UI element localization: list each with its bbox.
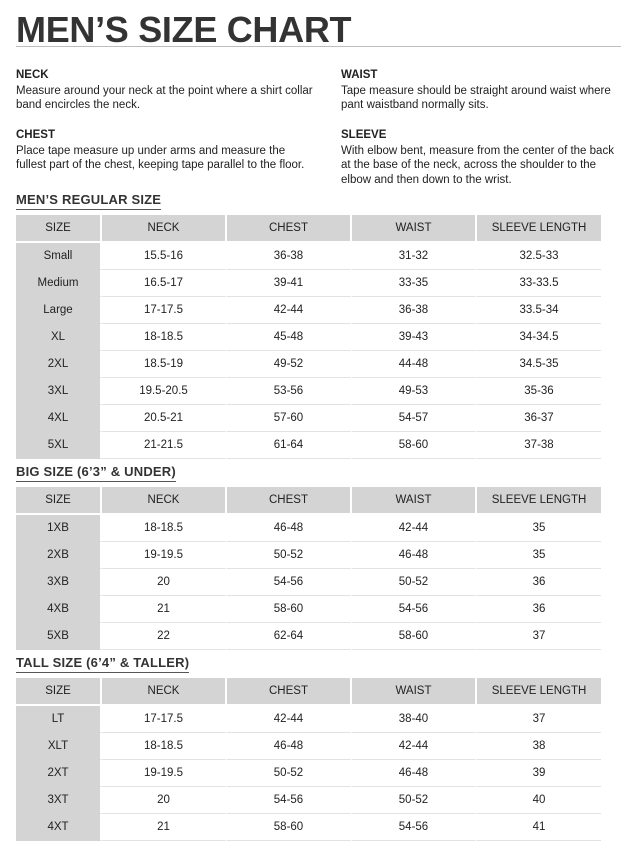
column-header-sleeve-length: SLEEVE LENGTH: [477, 215, 601, 243]
sleeve-length-cell: 36: [477, 569, 601, 596]
chest-text: Place tape measure up under arms and measure the fullest part of the chest, keeping tape parallel to the floor.: [16, 144, 305, 171]
column-header-chest: CHEST: [227, 215, 352, 243]
neck-heading: NECK: [16, 69, 49, 81]
column-header-neck: NECK: [102, 678, 227, 706]
neck-cell: 19-19.5: [102, 542, 227, 569]
table-row: [16, 569, 601, 596]
size-cell: 2XT: [16, 760, 102, 787]
table-row: [16, 270, 601, 297]
table-row: [16, 760, 601, 787]
chest-cell: 54-56: [227, 569, 352, 596]
neck-cell: 21-21.5: [102, 432, 227, 459]
waist-cell: 54-57: [352, 405, 477, 432]
table-row: [16, 706, 601, 733]
neck-cell: 17-17.5: [102, 706, 227, 733]
size-cell: 4XT: [16, 814, 102, 841]
chest-cell: 50-52: [227, 760, 352, 787]
table-header-row: [16, 678, 601, 706]
neck-cell: 22: [102, 623, 227, 650]
waist-cell: 39-43: [352, 324, 477, 351]
size-cell: 5XB: [16, 623, 102, 650]
chest-cell: 39-41: [227, 270, 352, 297]
sleeve-length-cell: 40: [477, 787, 601, 814]
neck-cell: 20.5-21: [102, 405, 227, 432]
size-cell: 1XB: [16, 515, 102, 542]
sleeve-length-cell: 35-36: [477, 378, 601, 405]
column-header-neck: NECK: [102, 487, 227, 515]
neck-cell: 18-18.5: [102, 515, 227, 542]
sleeve-length-cell: 36-37: [477, 405, 601, 432]
size-cell: XLT: [16, 733, 102, 760]
waist-cell: 46-48: [352, 542, 477, 569]
big-size-table: [16, 487, 601, 650]
waist-cell: 38-40: [352, 706, 477, 733]
column-header-size: SIZE: [16, 487, 102, 515]
size-cell: XL: [16, 324, 102, 351]
sleeve-length-cell: 37: [477, 706, 601, 733]
column-header-waist: WAIST: [352, 215, 477, 243]
table-row: [16, 324, 601, 351]
neck-text: Measure around your neck at the point where a shirt collar band encircles the neck.: [16, 84, 313, 111]
regular-size-title: MEN’S REGULAR SIZE: [16, 192, 161, 210]
table-row: [16, 623, 601, 650]
sleeve-length-cell: 39: [477, 760, 601, 787]
chest-cell: 54-56: [227, 787, 352, 814]
column-header-waist: WAIST: [352, 487, 477, 515]
chest-cell: 62-64: [227, 623, 352, 650]
table-row: [16, 378, 601, 405]
chest-cell: 46-48: [227, 515, 352, 542]
table-header-row: [16, 215, 601, 243]
size-cell: 3XT: [16, 787, 102, 814]
tall-size-title: TALL SIZE (6’4” & TALLER): [16, 655, 189, 673]
waist-cell: 42-44: [352, 515, 477, 542]
neck-cell: 16.5-17: [102, 270, 227, 297]
chest-heading: CHEST: [16, 129, 55, 141]
neck-cell: 15.5-16: [102, 243, 227, 270]
column-header-chest: CHEST: [227, 678, 352, 706]
sleeve-length-cell: 33-33.5: [477, 270, 601, 297]
sleeve-length-cell: 34.5-35: [477, 351, 601, 378]
column-header-size: SIZE: [16, 215, 102, 243]
waist-cell: 49-53: [352, 378, 477, 405]
table-row: [16, 515, 601, 542]
neck-cell: 17-17.5: [102, 297, 227, 324]
chest-cell: 46-48: [227, 733, 352, 760]
sleeve-length-cell: 41: [477, 814, 601, 841]
table-row: [16, 733, 601, 760]
size-cell: Small: [16, 243, 102, 270]
size-cell: Large: [16, 297, 102, 324]
waist-cell: 54-56: [352, 596, 477, 623]
column-header-sleeve-length: SLEEVE LENGTH: [477, 678, 601, 706]
column-header-chest: CHEST: [227, 487, 352, 515]
sleeve-length-cell: 37: [477, 623, 601, 650]
chest-cell: 36-38: [227, 243, 352, 270]
neck-cell: 20: [102, 787, 227, 814]
sleeve-length-cell: 35: [477, 515, 601, 542]
big-size-title: BIG SIZE (6’3” & UNDER): [16, 464, 176, 482]
chest-cell: 42-44: [227, 706, 352, 733]
waist-cell: 58-60: [352, 623, 477, 650]
waist-cell: 36-38: [352, 297, 477, 324]
size-cell: 4XB: [16, 596, 102, 623]
table-header-row: [16, 487, 601, 515]
neck-cell: 21: [102, 596, 227, 623]
sleeve-instructions: [341, 128, 625, 187]
tall-size-table: [16, 678, 601, 841]
chest-cell: 49-52: [227, 351, 352, 378]
sleeve-text: With elbow bent, measure from the center of the back at the base of the neck, across the shoulder to the elbow and then down to the wrist.: [341, 144, 614, 186]
waist-cell: 31-32: [352, 243, 477, 270]
size-cell: 3XB: [16, 569, 102, 596]
title-divider: [16, 46, 621, 47]
column-header-size: SIZE: [16, 678, 102, 706]
neck-cell: 18-18.5: [102, 733, 227, 760]
waist-cell: 50-52: [352, 569, 477, 596]
size-cell: 3XL: [16, 378, 102, 405]
sleeve-length-cell: 32.5-33: [477, 243, 601, 270]
waist-cell: 54-56: [352, 814, 477, 841]
chest-cell: 57-60: [227, 405, 352, 432]
table-row: [16, 243, 601, 270]
size-cell: Medium: [16, 270, 102, 297]
neck-cell: 18-18.5: [102, 324, 227, 351]
size-cell: 4XL: [16, 405, 102, 432]
size-cell: LT: [16, 706, 102, 733]
neck-instructions: [16, 68, 316, 113]
sleeve-length-cell: 36: [477, 596, 601, 623]
sleeve-heading: SLEEVE: [341, 129, 387, 141]
size-cell: 2XL: [16, 351, 102, 378]
table-row: [16, 596, 601, 623]
chest-cell: 58-60: [227, 814, 352, 841]
neck-cell: 19-19.5: [102, 760, 227, 787]
waist-cell: 50-52: [352, 787, 477, 814]
chest-cell: 42-44: [227, 297, 352, 324]
table-row: [16, 297, 601, 324]
table-row: [16, 814, 601, 841]
column-header-waist: WAIST: [352, 678, 477, 706]
chest-cell: 50-52: [227, 542, 352, 569]
size-cell: 2XB: [16, 542, 102, 569]
sleeve-length-cell: 37-38: [477, 432, 601, 459]
chest-instructions: [16, 128, 316, 173]
chest-cell: 45-48: [227, 324, 352, 351]
column-header-neck: NECK: [102, 215, 227, 243]
waist-cell: 42-44: [352, 733, 477, 760]
waist-cell: 33-35: [352, 270, 477, 297]
sleeve-length-cell: 33.5-34: [477, 297, 601, 324]
waist-cell: 46-48: [352, 760, 477, 787]
table-row: [16, 351, 601, 378]
waist-cell: 58-60: [352, 432, 477, 459]
chest-cell: 58-60: [227, 596, 352, 623]
sleeve-length-cell: 38: [477, 733, 601, 760]
chest-cell: 53-56: [227, 378, 352, 405]
waist-text: Tape measure should be straight around waist where pant waistband normally sits.: [341, 84, 611, 111]
waist-heading: WAIST: [341, 69, 378, 81]
table-row: [16, 542, 601, 569]
table-row: [16, 787, 601, 814]
neck-cell: 18.5-19: [102, 351, 227, 378]
column-header-sleeve-length: SLEEVE LENGTH: [477, 487, 601, 515]
table-row: [16, 405, 601, 432]
sleeve-length-cell: 35: [477, 542, 601, 569]
neck-cell: 19.5-20.5: [102, 378, 227, 405]
sleeve-length-cell: 34-34.5: [477, 324, 601, 351]
chest-cell: 61-64: [227, 432, 352, 459]
table-row: [16, 432, 601, 459]
regular-size-table: [16, 215, 601, 459]
waist-instructions: [341, 68, 623, 113]
waist-cell: 44-48: [352, 351, 477, 378]
neck-cell: 20: [102, 569, 227, 596]
size-cell: 5XL: [16, 432, 102, 459]
page-title: MEN’S SIZE CHART: [16, 9, 352, 50]
neck-cell: 21: [102, 814, 227, 841]
